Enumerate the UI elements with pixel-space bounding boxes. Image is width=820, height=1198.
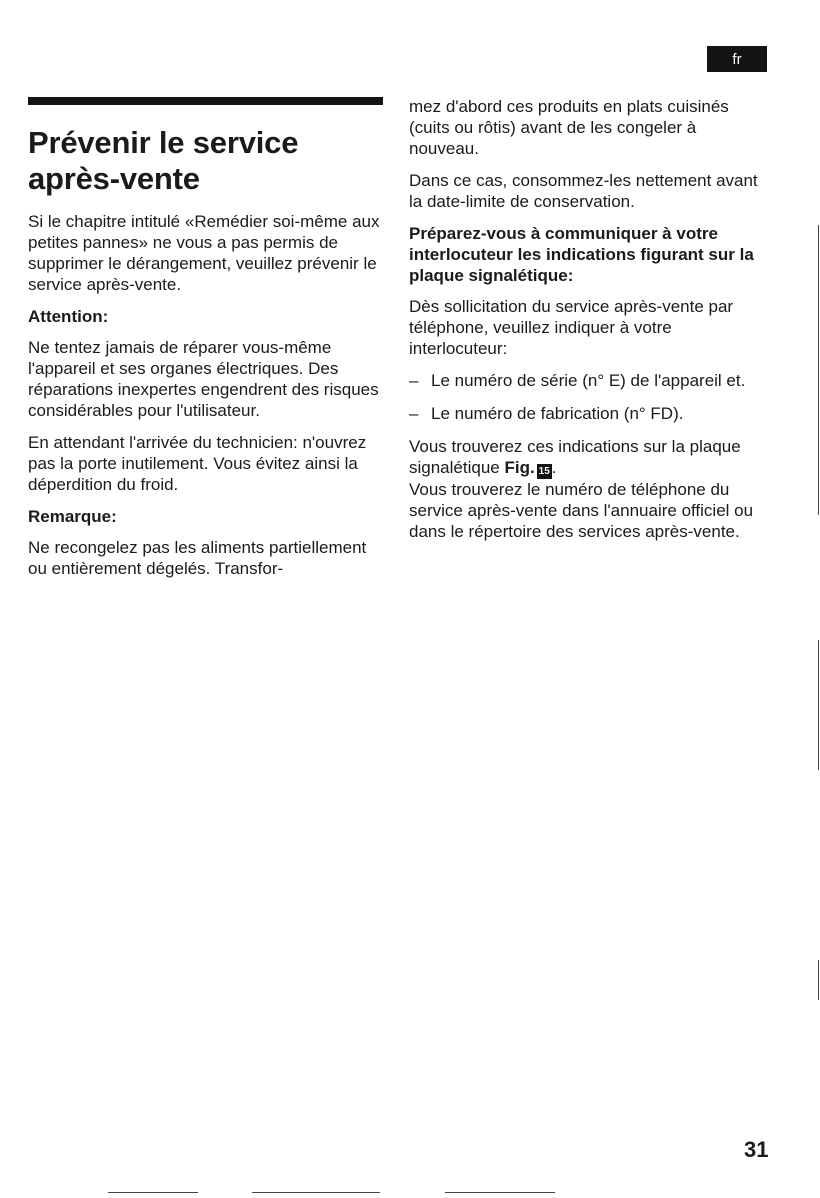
list-item: – Le numéro de série (n° E) de l'appareil et. bbox=[409, 370, 769, 391]
left-column bbox=[28, 125, 383, 579]
prepare-paragraph: Dès sollicitation du service après-vente par téléphone, veuillez indiquer à votre interlocuteur: bbox=[409, 297, 734, 358]
margin-line bbox=[818, 225, 819, 515]
remark-heading: Remarque: bbox=[28, 507, 117, 526]
attention-heading: Attention: bbox=[28, 307, 109, 326]
consume-paragraph: Dans ce cas, consommez-les nettement avant la date-limite de conservation. bbox=[409, 171, 758, 211]
section-rule bbox=[28, 97, 383, 105]
intro-paragraph: Si le chapitre intitulé «Remédier soi-même aux petites pannes» ne vous a pas permis de supprimer le dérangement, veuillez prévenir le service après-vente. bbox=[28, 212, 380, 294]
continuation-paragraph: mez d'abord ces produits en plats cuisinés (cuits ou rôtis) avant de les congeler à nouveau. bbox=[409, 97, 729, 158]
right-column bbox=[409, 96, 769, 553]
figure-suffix: . bbox=[551, 458, 557, 477]
footer-line bbox=[445, 1192, 555, 1193]
section-title: Prévenir le service après-vente bbox=[28, 125, 299, 196]
page-number: 31 bbox=[744, 1137, 769, 1162]
phone-paragraph: Vous trouverez le numéro de téléphone du service après-vente dans l'annuaire officiel ou dans le répertoire des services après-vente. bbox=[409, 480, 754, 541]
figure-number-badge: 15 bbox=[538, 466, 550, 477]
language-badge: fr bbox=[707, 46, 767, 72]
footer-line bbox=[108, 1192, 198, 1193]
remark-paragraph: Ne recongelez pas les aliments partiellement ou entièrement dégelés. Transfor- bbox=[28, 538, 367, 578]
figure-reference bbox=[504, 458, 551, 477]
footer-line bbox=[252, 1192, 380, 1193]
margin-line bbox=[818, 640, 819, 770]
indications-text: Vous trouverez ces indications sur la plaque signalétique bbox=[409, 437, 741, 477]
list-item: – Le numéro de fabrication (n° FD). bbox=[409, 403, 769, 424]
attention-paragraph-1: Ne tentez jamais de réparer vous-même l'appareil et ses organes électriques. Des réparations inexpertes engendrent des risques considérables pour l'utilisateur. bbox=[28, 338, 379, 420]
prepare-heading: Préparez-vous à communiquer à votre interlocuteur les indications figurant sur la plaque signalétique: bbox=[409, 224, 754, 285]
info-list bbox=[409, 370, 769, 424]
indications-paragraph bbox=[409, 436, 769, 479]
margin-line bbox=[818, 960, 819, 1000]
attention-paragraph-2: En attendant l'arrivée du technicien: n'ouvrez pas la porte inutilement. Vous évitez ainsi la déperdition du froid. bbox=[28, 433, 367, 494]
figure-label: Fig. bbox=[504, 458, 535, 477]
